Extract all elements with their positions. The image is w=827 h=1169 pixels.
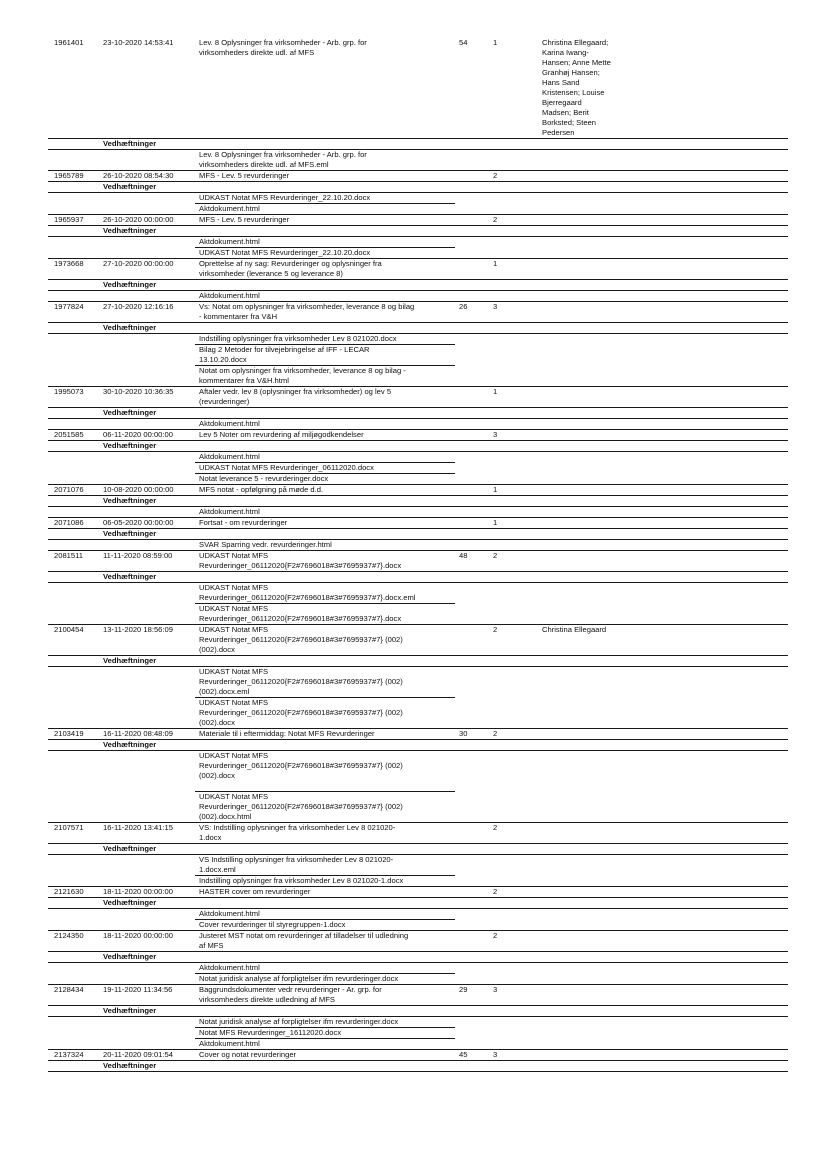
attachment-item: Notat juridisk analyse af forpligtelser ifm revurderinger.docx (199, 974, 399, 983)
attachment-item: Aktdokument.html (199, 419, 260, 428)
record-id: 1965937 (54, 215, 84, 224)
record-persons: Christina Ellegaard (542, 625, 607, 634)
attachment-item: Notat juridisk analyse af forpligtelser ifm revurderinger.docx (195, 1017, 455, 1028)
record (48, 886, 788, 930)
record-persons (538, 485, 658, 495)
record-count: 2 (493, 823, 498, 832)
record-size (455, 215, 489, 225)
attachment-item: Aktdokument.html (195, 237, 455, 248)
record-size: 48 (459, 551, 468, 560)
record-count: 1 (493, 518, 498, 527)
record (48, 429, 788, 484)
record-count: 2 (493, 625, 498, 634)
record-date: 10-08-2020 00:00:00 (103, 485, 174, 494)
record (48, 728, 788, 822)
attachments-label: Vedhæftninger (48, 1005, 788, 1017)
record-persons (538, 518, 658, 528)
record-row (48, 931, 788, 951)
attachments-label: Vedhæftninger (48, 440, 788, 452)
record-date: 16-11-2020 13:41:15 (103, 823, 173, 832)
attachments-label: Vedhæftninger (48, 528, 788, 540)
record-id: 2124350 (54, 931, 84, 940)
attachment-item: Cover revurderinger til styregruppen-1.docx (199, 920, 346, 929)
record (48, 624, 788, 728)
record-row (48, 518, 788, 528)
record-row (48, 485, 788, 495)
record-date: 23-10-2020 14:53:41 (103, 38, 174, 47)
record-persons (538, 259, 658, 279)
record-size: 54 (459, 38, 468, 47)
record-count: 3 (493, 302, 498, 311)
attachment-item: UDKAST Notat MFS Revurderinger_22.10.20.docx (195, 193, 455, 204)
record-persons: Christina Ellegaard; Karina Iwang- Hansen; Anne Mette Granhøj Hansen; Hans Sand Kristensen; Louise Bjerregaard Madsen; Berit Borksted; Steen Pedersen (542, 38, 611, 137)
record-count: 3 (493, 1050, 498, 1059)
attachment-item: Indstilling oplysninger fra virksomheder Lev 8 021020-1.docx (199, 876, 404, 885)
record-title: MFS - Lev. 5 revurderinger (199, 171, 290, 180)
record-title: Oprettelse af ny sag: Revurderinger og oplysninger fra virksomheder (leverance 5 og leverance 8) (199, 259, 382, 278)
record-row (48, 387, 788, 407)
attachments-label: Vedhæftninger (48, 571, 788, 583)
record-id: 2137324 (54, 1050, 84, 1059)
record-title: UDKAST Notat MFS Revurderinger_06112020{F2#7696018#3#7695937#7}.docx (199, 551, 402, 570)
record-size (455, 485, 489, 495)
record-persons (538, 387, 658, 407)
record-row (48, 215, 788, 225)
record-date: 06-05-2020 00:00:00 (103, 518, 174, 527)
record-title: Cover og notat revurderinger (199, 1050, 297, 1059)
record-title: UDKAST Notat MFS Revurderinger_06112020{F2#7696018#3#7695937#7} (002) (002).docx (199, 625, 403, 654)
record-size: 29 (459, 985, 468, 994)
record (48, 38, 788, 170)
record-id: 2121630 (54, 887, 84, 896)
document-table (48, 38, 788, 1072)
attachments-label: Vedhæftninger (48, 138, 788, 150)
attachments-label: Vedhæftninger (48, 322, 788, 334)
record-row (48, 729, 788, 739)
record (48, 1049, 788, 1072)
record-persons (538, 215, 658, 225)
record-persons (538, 931, 658, 951)
record-id: 2071086 (54, 518, 84, 527)
attachment-item: UDKAST Notat MFS Revurderinger_06112020{F2#7696018#3#7695937#7}.docx.eml (195, 583, 455, 604)
record-title: Materiale til i eftermiddag: Notat MFS Revurderinger (199, 729, 375, 738)
attachment-item: UDKAST Notat MFS Revurderinger_06112020{F2#7696018#3#7695937#7} (002) (002).docx (195, 751, 455, 792)
attachments-label: Vedhæftninger (48, 181, 788, 193)
record-size (455, 931, 489, 951)
attachments-label: Vedhæftninger (48, 407, 788, 419)
record-id: 2128434 (54, 985, 84, 994)
attachment-item: UDKAST Notat MFS Revurderinger_06112020{F2#7696018#3#7695937#7}.docx (199, 604, 402, 623)
record-date: 27-10-2020 00:00:00 (103, 259, 174, 268)
record-count: 1 (493, 387, 498, 396)
attachment-item: Aktdokument.html (199, 204, 260, 213)
record (48, 484, 788, 517)
record-size (455, 430, 489, 440)
record-row (48, 887, 788, 897)
attachment-item: UDKAST Notat MFS Revurderinger_06112020{F2#7696018#3#7695937#7} (002) (002).docx.eml (195, 667, 455, 698)
attachments-label: Vedhæftninger (48, 843, 788, 855)
attachment-item: Notat MFS Revurderinger_16112020.docx (195, 1028, 455, 1039)
record-title: Baggrundsdokumenter vedr revurderinger - Ar. grp. for virksomheders direkte udledning af MFS (199, 985, 382, 1004)
record (48, 550, 788, 624)
record-title: HASTER cover om revurderinger (199, 887, 311, 896)
attachment-item: Notat om oplysninger fra virksomheder, leverance 8 og bilag - kommentarer fra V&H.html (199, 366, 406, 385)
record (48, 517, 788, 550)
attachments-label: Vedhæftninger (48, 655, 788, 667)
record-title: Lev 5 Noter om revurdering af miljøgodkendelser (199, 430, 364, 439)
record-count: 1 (493, 38, 498, 47)
record-id: 2051585 (54, 430, 84, 439)
record-count: 3 (493, 985, 498, 994)
record-title: Fortsat - om revurderinger (199, 518, 288, 527)
record-persons (538, 430, 658, 440)
record-id: 2071076 (54, 485, 84, 494)
record-persons (538, 302, 658, 322)
record-size (455, 171, 489, 181)
record-persons (538, 887, 658, 897)
record-size: 26 (459, 302, 468, 311)
record-size: 45 (459, 1050, 468, 1059)
attachment-item: UDKAST Notat MFS Revurderinger_22.10.20.docx (199, 248, 371, 257)
record-date: 27-10-2020 12:16:16 (103, 302, 174, 311)
attachment-item: UDKAST Notat MFS Revurderinger_06112020.docx (195, 463, 455, 474)
record-persons (538, 171, 658, 181)
attachments-label: Vedhæftninger (48, 225, 788, 237)
record-count: 1 (493, 259, 498, 268)
record-persons (538, 1050, 658, 1060)
record-title: Lev. 8 Oplysninger fra virksomheder - Arb. grp. for virksomheders direkte udl. af MFS (199, 38, 367, 57)
record-date: 26-10-2020 00:00:00 (103, 215, 174, 224)
record-title: Aftaler vedr. lev 8 (oplysninger fra virksomheder) og lev 5 (revurderinger) (199, 387, 392, 406)
record-count: 1 (493, 485, 498, 494)
attachment-item: SVAR Sparring vedr. revurderinger.html (199, 540, 332, 549)
record-row (48, 38, 788, 138)
attachments-label: Vedhæftninger (48, 951, 788, 963)
record-persons (538, 551, 658, 571)
record-row (48, 302, 788, 322)
record-count: 2 (493, 171, 498, 180)
attachment-item: Notat leverance 5 - revurderinger.docx (199, 474, 329, 483)
record-size (455, 259, 489, 279)
record (48, 258, 788, 301)
record (48, 984, 788, 1049)
record-persons (538, 985, 658, 1005)
attachment-item: UDKAST Notat MFS Revurderinger_06112020{F2#7696018#3#7695937#7} (002) (002).docx (199, 698, 403, 727)
record (48, 930, 788, 984)
record-date: 18-11-2020 00:00:00 (103, 887, 173, 896)
attachment-item: UDKAST Notat MFS Revurderinger_06112020{F2#7696018#3#7695937#7} (002) (002).docx.html (199, 792, 403, 821)
attachment-item: Aktdokument.html (199, 291, 260, 300)
record-count: 2 (493, 215, 498, 224)
record-title: MFS - Lev. 5 revurderinger (199, 215, 290, 224)
record-title: Justeret MST notat om revurderinger af tilladelser til udledning af MFS (199, 931, 409, 950)
record-row (48, 985, 788, 1005)
record-date: 11-11-2020 08:59:00 (103, 551, 173, 560)
record-date: 16-11-2020 08:48:09 (103, 729, 173, 738)
attachments-label: Vedhæftninger (48, 897, 788, 909)
record (48, 822, 788, 886)
record (48, 301, 788, 386)
record-id: 1965789 (54, 171, 84, 180)
record-row (48, 625, 788, 655)
record-row (48, 823, 788, 843)
record (48, 170, 788, 214)
record-persons (538, 729, 658, 739)
record-date: 06-11-2020 00:00:00 (103, 430, 173, 439)
attachments-label: Vedhæftninger (48, 495, 788, 507)
record-row (48, 259, 788, 279)
attachment-item: Aktdokument.html (195, 452, 455, 463)
record-date: 26-10-2020 08:54:30 (103, 171, 174, 180)
record-id: 2081511 (54, 551, 83, 560)
record-count: 2 (493, 551, 498, 560)
attachment-item: Aktdokument.html (195, 909, 455, 920)
record-size (455, 387, 489, 407)
record-row (48, 1050, 788, 1060)
record-date: 30-10-2020 10:36:35 (103, 387, 174, 396)
record-date: 20-11-2020 09:01:54 (103, 1050, 173, 1059)
record-title: VS: Indstilling oplysninger fra virksomheder Lev 8 021020- 1.docx (199, 823, 396, 842)
attachment-item: VS Indstilling oplysninger fra virksomheder Lev 8 021020- 1.docx.eml (195, 855, 455, 876)
record (48, 214, 788, 258)
attachment-item: Aktdokument.html (199, 507, 260, 516)
record-count: 2 (493, 931, 498, 940)
attachment-item: Indstilling oplysninger fra virksomheder Lev 8 021020.docx (195, 334, 455, 345)
record-id: 1995073 (54, 387, 84, 396)
record (48, 386, 788, 429)
attachments-label: Vedhæftninger (48, 279, 788, 291)
record-count: 2 (493, 887, 498, 896)
record-id: 2103419 (54, 729, 84, 738)
record-id: 2107571 (54, 823, 84, 832)
record-date: 18-11-2020 00:00:00 (103, 931, 173, 940)
record-row (48, 430, 788, 440)
attachment-item: Lev. 8 Oplysninger fra virksomheder - Arb. grp. for virksomheders direkte udl. af MFS.eml (199, 150, 367, 169)
record-count: 3 (493, 430, 498, 439)
record-id: 1973668 (54, 259, 84, 268)
record-count: 2 (493, 729, 498, 738)
attachment-item: Aktdokument.html (199, 1039, 260, 1048)
record-title: MFS notat - opfølgning på møde d.d. (199, 485, 324, 494)
record-size: 30 (459, 729, 468, 738)
record-id: 2100454 (54, 625, 84, 634)
record-title: Vs: Notat om oplysninger fra virksomheder, leverance 8 og bilag - kommentarer fra V&H (199, 302, 415, 321)
record-size (455, 887, 489, 897)
record-size (455, 625, 489, 655)
record-row (48, 171, 788, 181)
record-size (455, 518, 489, 528)
attachments-label: Vedhæftninger (48, 1060, 788, 1072)
attachment-item: Bilag 2 Metoder for tilvejebringelse af IFF - LECAR 13.10.20.docx (195, 345, 455, 366)
record-id: 1961401 (54, 38, 84, 47)
record-id: 1977824 (54, 302, 84, 311)
record-persons (538, 823, 658, 843)
record-row (48, 551, 788, 571)
attachment-item: Aktdokument.html (195, 963, 455, 974)
record-date: 19-11-2020 11:34:56 (103, 985, 173, 994)
record-size (455, 823, 489, 843)
attachments-label: Vedhæftninger (48, 739, 788, 751)
record-date: 13-11-2020 18:56:09 (103, 625, 173, 634)
